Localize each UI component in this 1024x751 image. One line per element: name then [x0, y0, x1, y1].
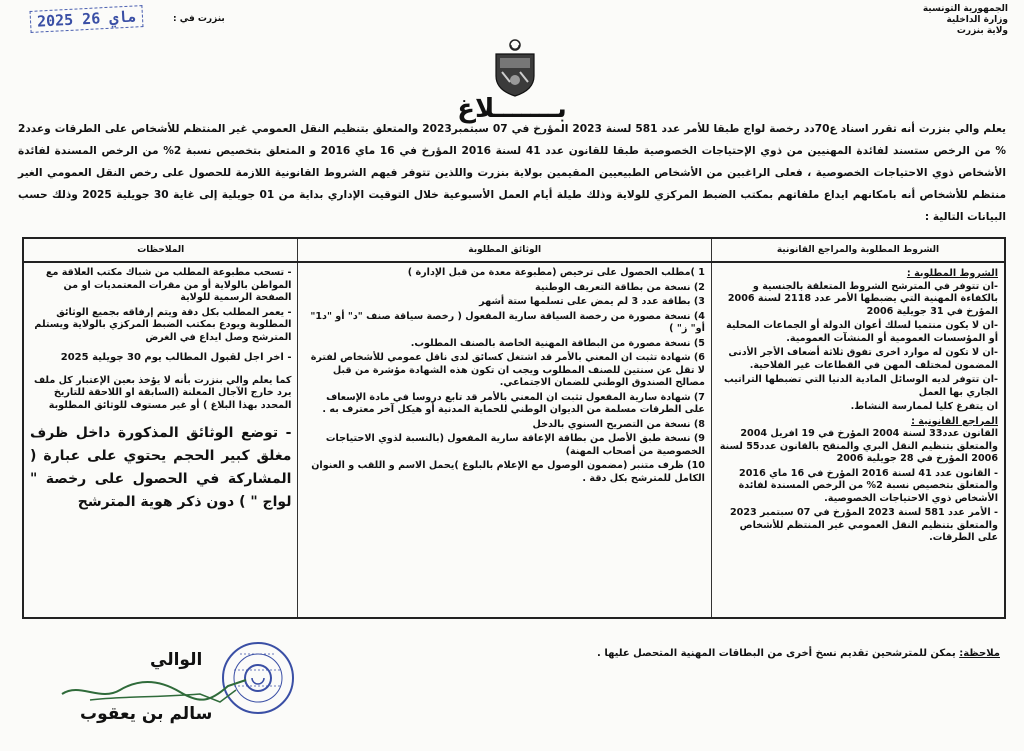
intro-bold-dates: 01 جويلية إلى غاية 30 جويلية 2025 [82, 189, 275, 201]
governor-title: الوالي [150, 650, 203, 670]
conditions-cell [711, 262, 1005, 618]
condition-item: -ان لا يكون منتميا لسلك أعوان الدولة أو الجماعات المحلية أو المؤسسات العمومية أو المنشآت العمومية. [726, 320, 998, 344]
governor-name: سالم بن يعقوب [80, 704, 213, 724]
intro-text-1: يعلم والي بنزرت أنه تقرر اسناد ع70دد رخصة لواج طبقا للأمر عدد 581 لسنة 2023 المؤرخ في 07 سبتمبر2023 والمتعلق بتنظيم النقل العمومي غير المنتظم للأشخاص على الطرقات وعدد2 % من الرخص ستسند لفائدة المهنيين من ذوي الإحتياجات الخصوصية طبقا للقانون عدد 41 لسنة 2016 المؤرخ في 16 ماي 2016 و المتعلق بتخصيص نسبة 2% من الرخص المسندة لفائدة الأشخاص ذوي الاحتياجات الخصوصية ، فعلى الراغبين من الأشخاص الطبيعيين المقيمين بولاية بنزرت واللذين تتوفر فيهم الشروط القانونية اللازمة للحصول على رخص النقل العمومي الغير منتظم للأشخاص أنه بامكانهم [18, 123, 1007, 201]
envelope-instructions: - توضع الوثائق المذكورة داخل ظرف مغلق كبير الحجم يحتوي على عبارة ( المشاركة في الحصول على رخصة " لواج " ) دون ذكر هوية المترشح [30, 425, 292, 510]
legal-item: القانون عدد33 لسنة 2004 المؤرخ في 19 افريل 2004 والمتعلق بتنظيم النقل البري والمنقح بالقانون عدد55 لسنة 2006 المؤرخ في 28 جويلية 2006 [719, 428, 998, 464]
document-item: 1 )مطلب الحصول على ترخيص (مطبوعة معدة من قبل الإدارة ) [407, 267, 705, 278]
condition-item: ان يتفرغ كليا لممارسة النشاط. [850, 401, 998, 412]
document-item: 10) ظرف متنبر (مضمون الوصول مع الإعلام بالبلوغ )يحمل الاسم و اللقب و العنوان الكامل للمترشح بكل دقة . [311, 460, 705, 484]
document-item: 5) نسخة مصورة من البطاقة المهنية الخاصة بالصنف المطلوب. [410, 337, 705, 349]
header-conditions: الشروط المطلوبة والمراجع القانونية [711, 238, 1005, 262]
governorate-name: ولاية بنزرت [956, 26, 1008, 36]
remark-item: - يعمر المطلب بكل دقة ويتم إرفاقه بجميع الوثائق المطلوبة ويودع بمكتب الضبط المركزي بالولاية ويستلم المترشح وصل ايداع في الغرض [34, 306, 292, 343]
document-item: 6) شهادة تثبت ان المعني بالأمر قد اشتغل كسائق لدى ناقل عمومي للأشخاص لفترة لا تقل عن سنتين للصنف المطلوب ويجب ان تكون هذه الشهادة مؤشرة من قبل مصالح الصندوق الوطني للضمان الاجتماعي. [310, 352, 705, 388]
remarks-cell [23, 262, 298, 618]
document-item: 8) نسخة من التصريح السنوي بالدخل [532, 418, 705, 430]
place-label: بنزرت في : [173, 14, 225, 24]
deadline-text: - اخر اجل لقبول المطالب يوم 30 جويلية 2025 [60, 352, 292, 363]
legal-item: - الأمر عدد 581 لسنة 2023 المؤرخ في 07 سبتمبر 2023 والمتعلق بتنظيم النقل العمومي غير المنتظم للأشخاص على الطرقات. [729, 507, 998, 543]
coat-of-arms-icon [490, 38, 540, 98]
condition-item: -ان تتوفر لديه الوسائل المادية الدنيا التي تضبطها التراتيب الجاري بها العمل [724, 374, 998, 398]
document-item: 3) بطاقة عدد 3 لم يمض على تسلمها ستة أشهر [479, 296, 705, 307]
legal-item: - القانون عدد 41 لسنة 2016 المؤرخ في 16 ماي 2016 والمتعلق بتخصيص نسبة 2% من الرخص المسندة لفائدة الأشخاص ذوي الاحتياجات الخصوصية. [738, 467, 998, 504]
footer-note [597, 648, 1000, 659]
condition-item: -ان لا تكون له موارد اخرى تفوق ثلاثة أضعاف الأجر الأدنى المضمون لمختلف المهن في القطاعات غير الفلاحية. [728, 347, 998, 371]
announcement-title: بـــــــلاغ [457, 94, 567, 124]
ministry-name: وزارة الداخلية [946, 15, 1008, 25]
document-item: 4) نسخة مصورة من رخصة السياقة سارية المفعول ( رخصة سياقة صنف "د" أو "د1" أو" ز" ) [310, 310, 705, 334]
header-block [923, 4, 1008, 37]
condition-item: -ان تتوفر في المترشح الشروط المتعلقة بالجنسية و بالكفاءة المهنية التي يضبطها الأمر عدد 2118 لسنة 2006 المؤرخ في 31 جويلية 2006 [727, 280, 998, 317]
country-name: الجمهورية التونسية [922, 4, 1008, 14]
header-documents: الوثائق المطلوبة [298, 238, 711, 262]
remark-item: - تسحب مطبوعة المطلب من شباك مكتب العلاقة مع المواطن بالولاية أو من مقرات المعتمديات او من الصفحة الرسمية للولاية [45, 267, 292, 303]
late-file-warning: كما يعلم والي بنزرت بأنه لا يؤخذ بعين الإعتبار كل ملف يرد خارج الآجال المعلنة (السابقة او اللاحقة للتاريخ المحدد بهذا البلاغ ) أو غير مستوف للوثائق المطلوبة [34, 374, 292, 411]
intro-text-2: وذلك طيلة أيام العمل الأسبوعية خلال التوقيت الإداري بداية من [274, 189, 617, 201]
note-label: ملاحظة: [959, 648, 1000, 659]
documents-cell [298, 262, 711, 618]
required-conditions-title: الشروط المطلوبة : [906, 268, 998, 279]
intro-bold-office: ايداع ملفاتهم بمكتب الضبط المركزي للولاية [616, 189, 849, 201]
document-item: 7) شهادة سارية المفعول تثبت ان المعني بالأمر قد تابع دروسا في مادة الإسعاف على الطرقات مسلمة من الديوان الوطني للحماية المدنية أو هيكل آخر معترف به . [322, 391, 705, 415]
note-text: يمكن للمترشحين تقديم نسخ أخرى من البطاقات المهنية المتحصل عليها . [597, 648, 960, 659]
requirements-table [22, 237, 1006, 619]
legal-references-title: المراجع القانونية : [911, 415, 998, 427]
intro-paragraph [18, 118, 1006, 228]
document-item: 2) نسخة من بطاقة التعريف الوطنية [535, 281, 705, 293]
header-remarks: الملاحظات [23, 238, 298, 262]
intro-text-3: وذلك حسب البيانات التالية : [18, 189, 1006, 223]
document-item: 9) نسخة طبق الأصل من بطاقة الإعاقة سارية المفعول (بالنسبة لذوي الاحتياجات الخصوصية من أصحاب المهنة) [325, 433, 705, 457]
date-stamp: 2025 ماي 26 [30, 5, 144, 33]
